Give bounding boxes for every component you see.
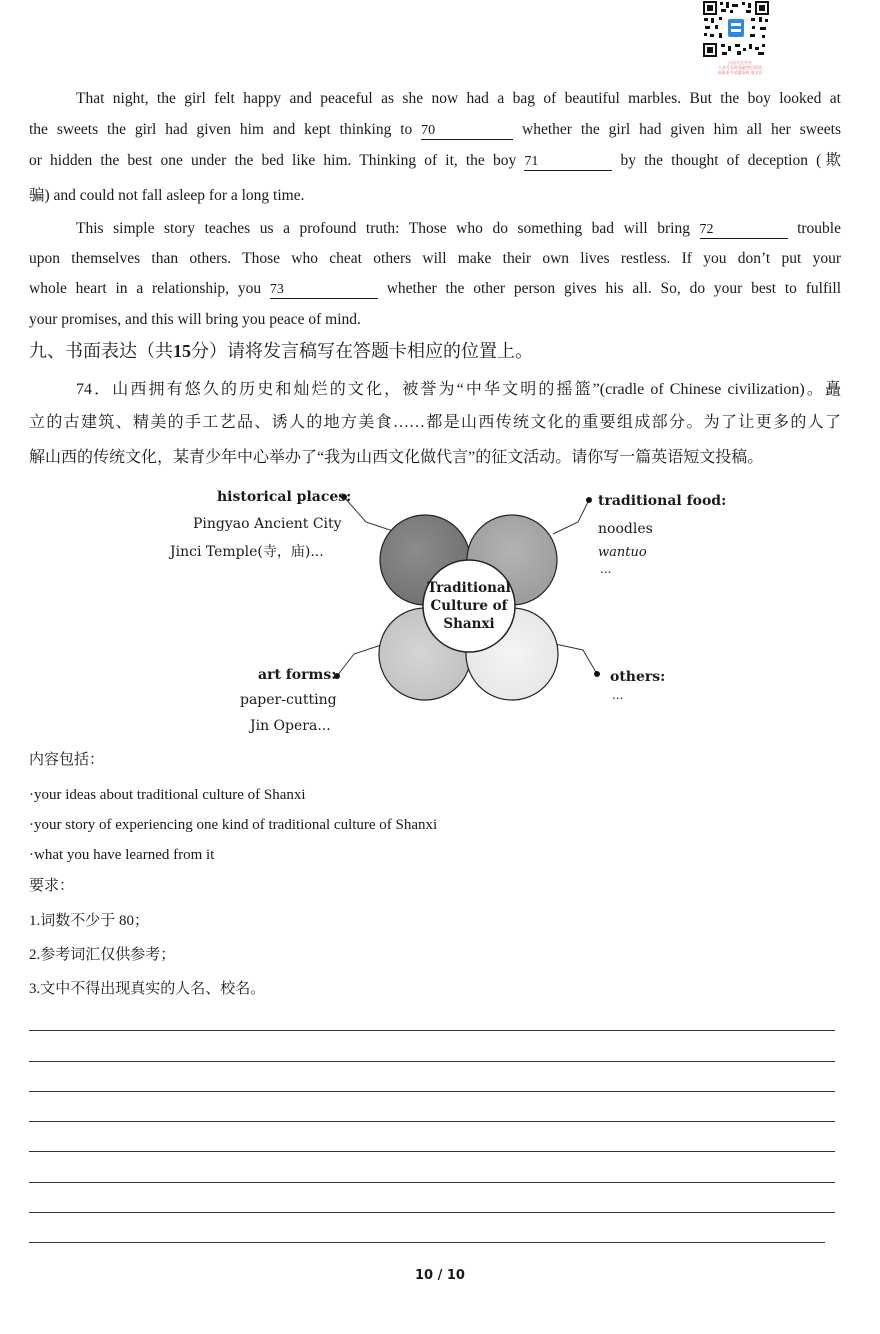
requirement-item: 2.参考词汇仅供参考；	[29, 947, 176, 963]
passage-text: or hidden the best one under the bed like him. Thinking of it, the boy	[29, 152, 517, 169]
answer-blank-71[interactable]: 71	[524, 154, 612, 171]
passage-text: whole heart in a relationship, you	[29, 280, 262, 297]
passage-line	[76, 89, 841, 109]
passage-line	[29, 186, 841, 206]
food-item: ...	[600, 562, 612, 576]
question-text: 解山西的传统文化，某青少年中心举办了“我为山西文化做代言”的征文活动。请你写一篇英语短文投稿。	[29, 449, 764, 466]
answer-blank-73[interactable]: 73	[270, 282, 378, 299]
passage-line	[76, 219, 841, 239]
question-text: 立的古建筑、精美的手工艺品、诱人的地方美食……都是山西传统文化的重要组成部分。为了让更多的人了	[29, 414, 841, 431]
qr-code-icon	[702, 0, 770, 58]
question-text: 74．山西拥有悠久的历史和灿烂的文化，被誉为“中华文明的摇篮”(cradle of Chinese civilization)。矗	[76, 381, 841, 398]
passage-line	[29, 310, 841, 330]
passage-line	[29, 249, 841, 269]
center-label-line: Shanxi	[443, 616, 495, 632]
content-item: ·your story of experiencing one kind of traditional culture of Shanxi	[29, 817, 438, 833]
passage-text: upon themselves than others. Those who cheat others will make their own lives restless. If you don’t put your	[29, 250, 841, 267]
writing-line[interactable]	[29, 1121, 835, 1122]
question-line	[76, 380, 841, 400]
content-item: ·what you have learned from it	[29, 847, 215, 863]
passage-line	[29, 120, 841, 140]
requirement-item: 1.词数不少于 80；	[29, 913, 150, 929]
food-item: noodles	[598, 521, 653, 537]
writing-line[interactable]	[29, 1030, 835, 1031]
passage-text: by the thought of deception (欺	[620, 152, 842, 169]
heading-score: 15	[173, 341, 191, 361]
heading-text: 分）请将发言稿写在答题卡相应的位置上。	[191, 341, 533, 361]
art-item: paper-cutting	[240, 692, 337, 708]
passage-line	[29, 151, 841, 171]
passage-text: the sweets the girl had given him and kept thinking to	[29, 121, 413, 138]
qr-code	[702, 0, 770, 58]
answer-blank-72[interactable]: 72	[700, 222, 788, 239]
qr-caption-line: 点击关注平台	[728, 60, 752, 65]
food-item: wantuo	[598, 545, 647, 560]
passage-text: whether the girl had given him all her sweets	[522, 121, 842, 138]
passage-text: trouble	[797, 220, 841, 237]
center-label-line: Traditional	[427, 580, 511, 596]
content-title: 内容包括：	[29, 752, 105, 768]
culture-diagram	[160, 482, 727, 744]
writing-line[interactable]	[29, 1242, 825, 1243]
qr-caption-line: 公众号及时获取考后资讯	[718, 65, 762, 70]
historical-item: Jinci Temple(寺，庙)...	[170, 544, 324, 560]
heading-text: 九、书面表达（共	[29, 341, 173, 361]
section-heading	[29, 339, 533, 363]
historical-title: historical places:	[217, 489, 352, 505]
page-number: 10 / 10	[415, 1268, 465, 1283]
requirements-title: 要求：	[29, 878, 75, 894]
qr-caption-line: 获取更多试题资料 请关注	[717, 70, 763, 75]
center-label-line: Culture of	[430, 598, 508, 614]
answer-blank-70[interactable]: 70	[421, 123, 513, 140]
question-line	[29, 448, 841, 468]
writing-line[interactable]	[29, 1151, 835, 1152]
writing-line[interactable]	[29, 1212, 835, 1213]
historical-item: Pingyao Ancient City	[193, 516, 342, 532]
art-title: art forms:	[258, 667, 337, 683]
writing-line[interactable]	[29, 1061, 835, 1062]
passage-text: your promises, and this will bring you peace of mind.	[29, 311, 361, 328]
qr-caption	[700, 60, 780, 76]
center-label	[423, 579, 515, 633]
writing-line[interactable]	[29, 1182, 835, 1183]
passage-text: That night, the girl felt happy and peaceful as she now had a bag of beautiful marbles. But the boy looked at	[76, 90, 841, 107]
content-item: ·your ideas about traditional culture of Shanxi	[29, 787, 306, 803]
question-line	[29, 413, 841, 433]
others-item: ...	[612, 688, 624, 702]
others-title: others:	[610, 669, 666, 685]
passage-text: 骗) and could not fall asleep for a long time.	[29, 187, 305, 204]
art-item: Jin Opera...	[250, 718, 331, 734]
food-title: traditional food:	[598, 493, 727, 509]
writing-line[interactable]	[29, 1091, 835, 1092]
requirement-item: 3.文中不得出现真实的人名、校名。	[29, 981, 266, 997]
passage-line	[29, 279, 841, 299]
passage-text: This simple story teaches us a profound truth: Those who do something bad will bring	[76, 220, 690, 237]
passage-text: whether the other person gives his all. So, do your best to fulfill	[386, 280, 842, 297]
